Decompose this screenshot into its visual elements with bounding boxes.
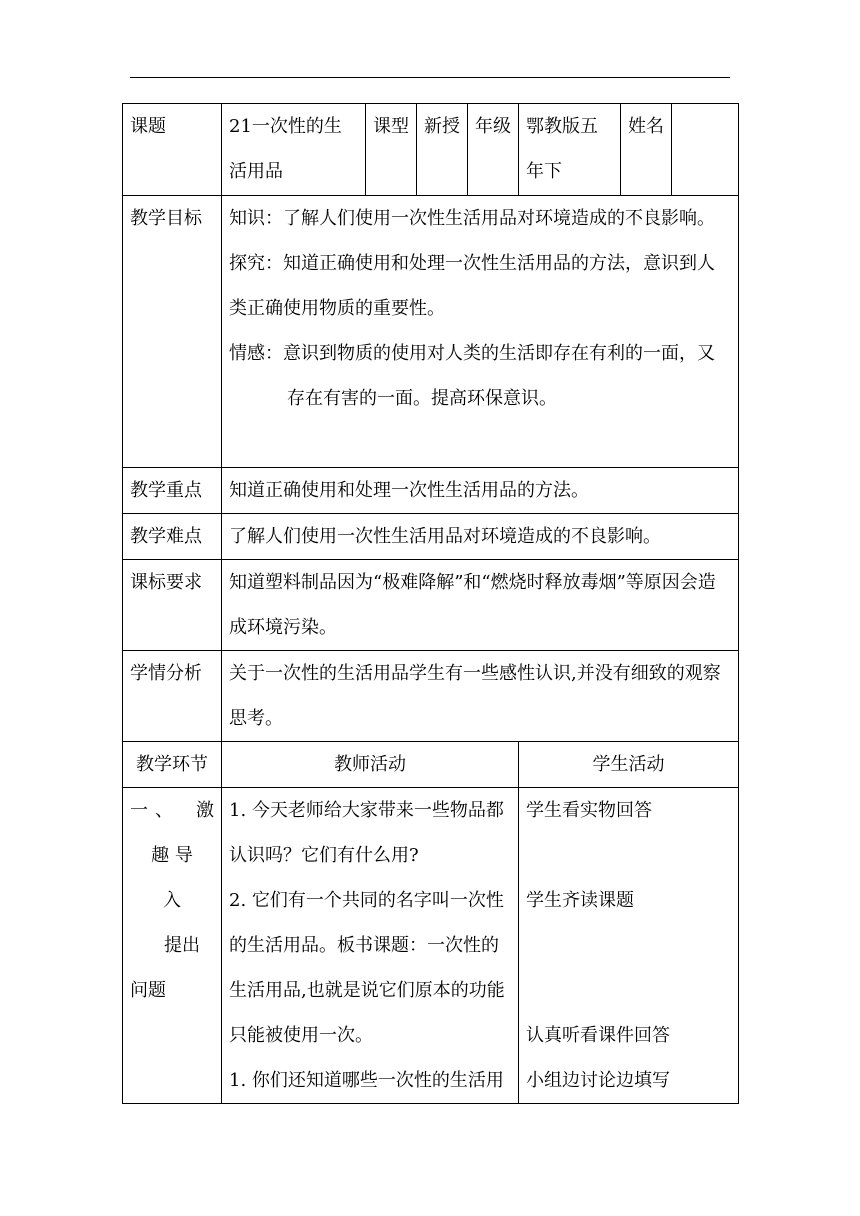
name-label: 姓名 <box>621 104 672 196</box>
grade-label: 年级 <box>468 104 519 196</box>
difficulties-text: 了解人们使用一次性生活用品对环境造成的不良影响。 <box>222 514 739 560</box>
stage-line-4: 提出 <box>164 935 200 956</box>
type-label: 课型 <box>366 104 417 196</box>
objectives-label: 教学目标 <box>123 196 222 468</box>
teacher-step-2: 2. 它们有一个共同的名字叫一次性的生活用品。板书课题：一次性的生活用品,也就是说它们原本的功能只能被使用一次。 <box>229 890 505 1046</box>
lesson-plan-table <box>122 103 739 1104</box>
topic-value: 21一次性的生活用品 <box>222 104 366 196</box>
teacher-step-1: 1. 今天老师给大家带来一些物品都认识吗？它们有什么用? <box>229 800 504 866</box>
objective-knowledge: 知识：了解人们使用一次性生活用品对环境造成的不良影响。 <box>229 208 715 229</box>
page-header-rule <box>130 77 730 78</box>
stage-line-3: 入 <box>163 890 181 911</box>
standards-text: 知道塑料制品因为“极难降解”和“燃烧时释放毒烟”等原因会造成环境污染。 <box>222 560 739 651</box>
teacher-activity-header: 教师活动 <box>222 742 519 788</box>
spacer <box>526 923 731 968</box>
standards-label: 课标要求 <box>123 560 222 651</box>
difficulties-label: 教学难点 <box>123 514 222 560</box>
section-1-teacher <box>222 788 519 1104</box>
key-points-text: 知道正确使用和处理一次性生活用品的方法。 <box>222 468 739 514</box>
section-1-student <box>519 788 739 1104</box>
student-step-1: 学生看实物回答 <box>526 800 652 821</box>
spacer <box>526 968 731 1013</box>
analysis-label: 学情分析 <box>123 651 222 742</box>
header-row <box>123 104 739 196</box>
stage-line-5: 问题 <box>130 980 166 1001</box>
key-points-row <box>123 468 739 514</box>
objective-inquiry: 探究：知道正确使用和处理一次性生活用品的方法，意识到人类正确使用物质的重要性。 <box>229 253 715 319</box>
student-step-3: 认真听看课件回答 <box>526 1025 670 1046</box>
type-value: 新授 <box>417 104 468 196</box>
objective-emotion: 情感：意识到物质的使用对人类的生活即存在有利的一面，又存在有害的一面。提高环保意识。 <box>229 343 715 409</box>
stage-line-2: 趣 导 <box>151 845 193 866</box>
student-step-2: 学生齐读课题 <box>526 890 634 911</box>
standards-row <box>123 560 739 651</box>
objectives-content <box>222 196 739 468</box>
activity-header-row <box>123 742 739 788</box>
stage-header: 教学环节 <box>123 742 222 788</box>
student-step-4: 小组边讨论边填写 <box>526 1070 670 1091</box>
spacer <box>526 833 731 878</box>
section-1-stage <box>123 788 222 1104</box>
student-activity-header: 学生活动 <box>519 742 739 788</box>
teacher-step-3: 1. 你们还知道哪些一次性的生活用 <box>229 1070 504 1091</box>
section-1-row <box>123 788 739 1104</box>
grade-value: 鄂教版五年下 <box>519 104 621 196</box>
stage-line-1: 一、 激 <box>130 800 214 821</box>
analysis-text: 关于一次性的生活用品学生有一些感性认识,并没有细致的观察思考。 <box>222 651 739 742</box>
objectives-row <box>123 196 739 468</box>
difficulties-row <box>123 514 739 560</box>
name-value <box>672 104 739 196</box>
topic-label: 课题 <box>123 104 222 196</box>
key-points-label: 教学重点 <box>123 468 222 514</box>
analysis-row <box>123 651 739 742</box>
